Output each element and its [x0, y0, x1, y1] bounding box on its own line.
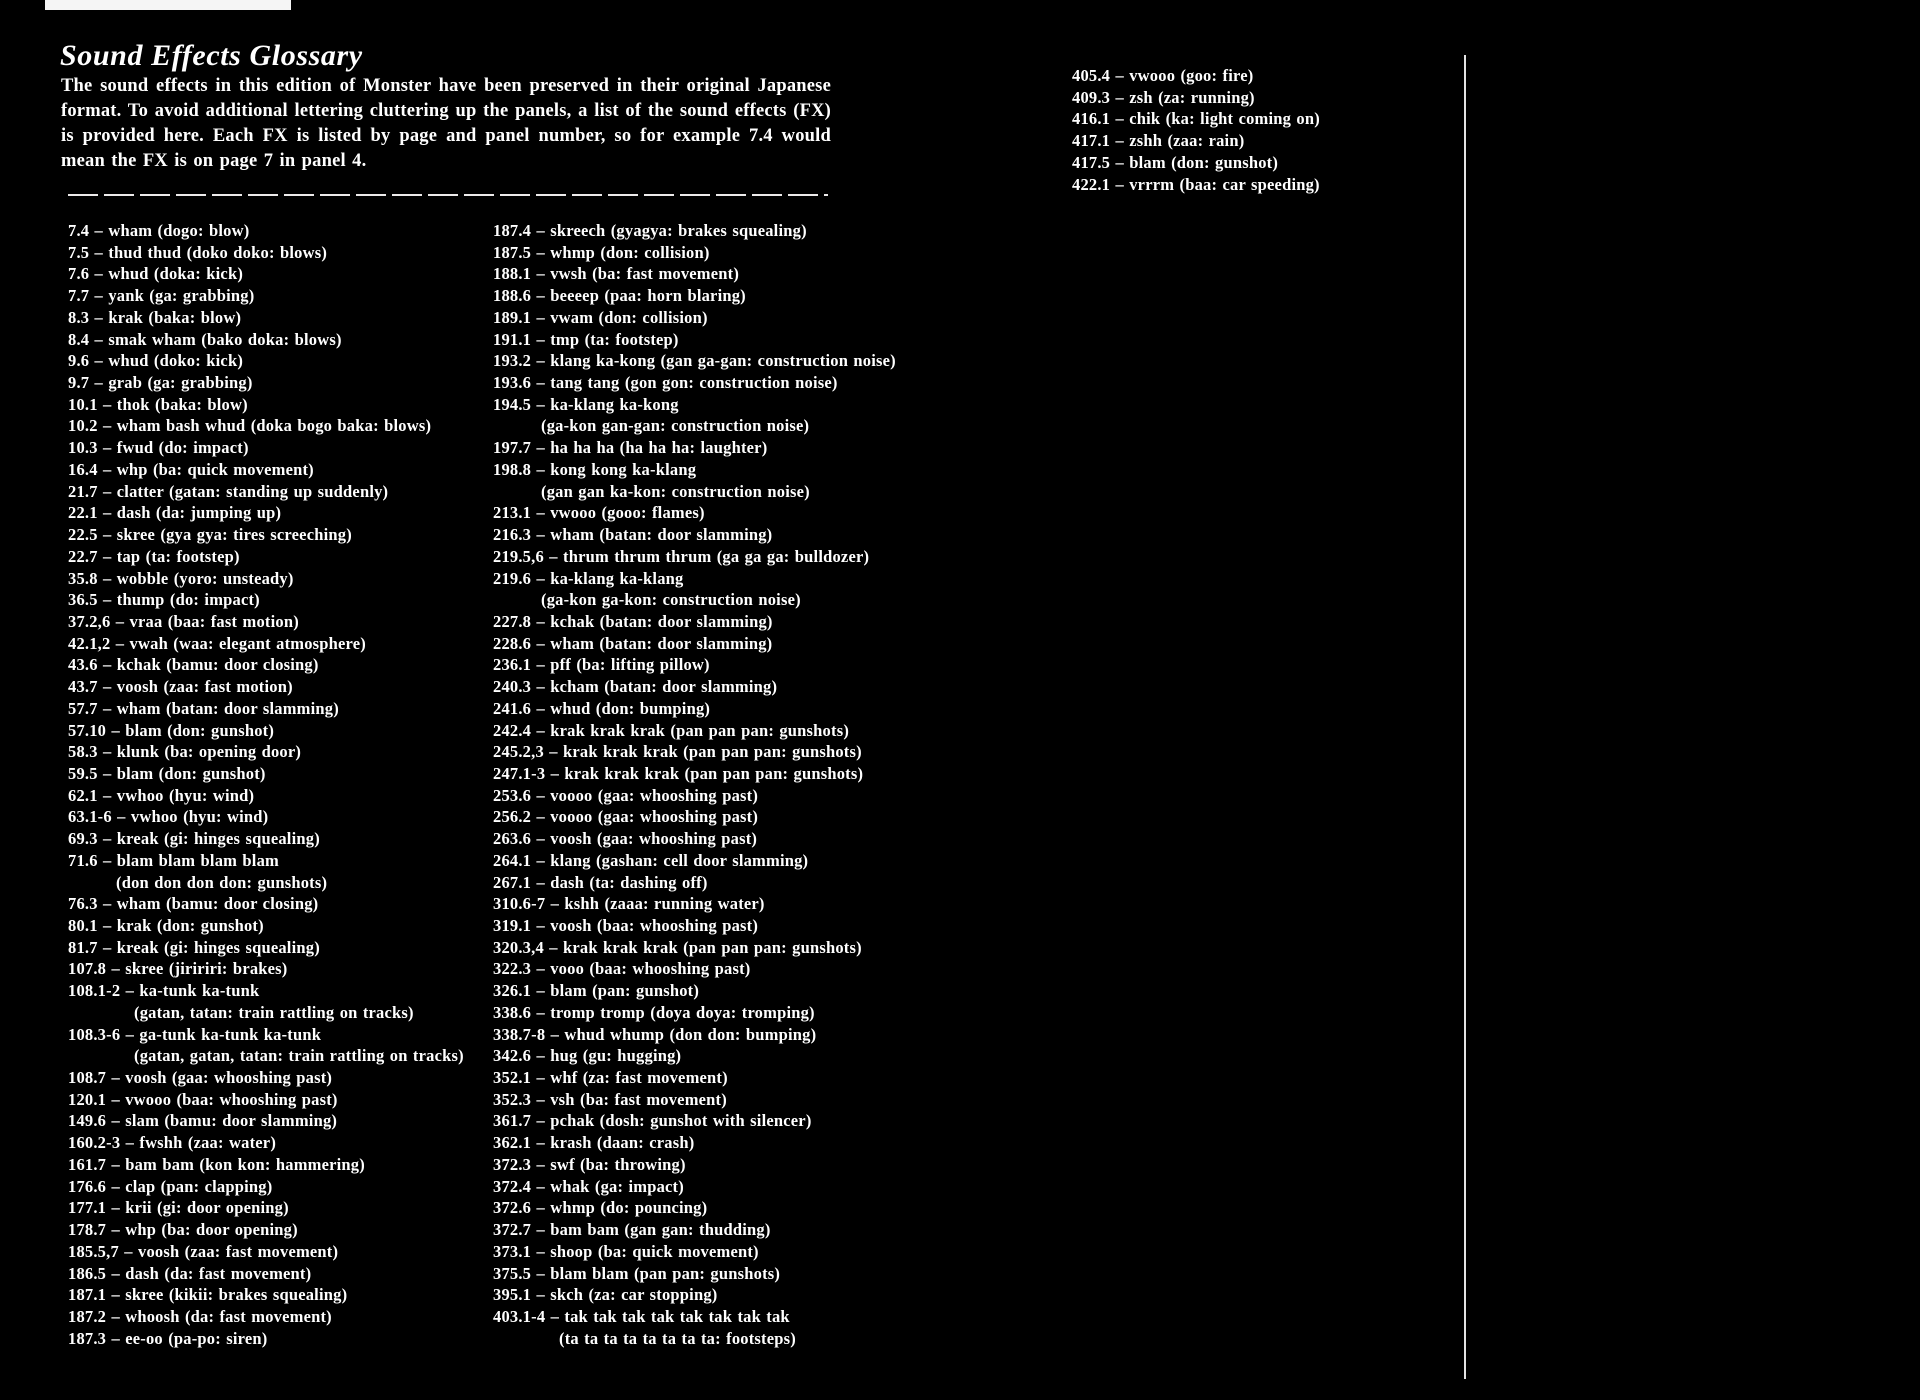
fx-entry: 58.3 – klunk (ba: opening door)	[68, 742, 302, 762]
fx-entry: 245.2,3 – krak krak krak (pan pan pan: gunshots)	[493, 742, 862, 762]
fx-entry: 219.6 – ka-klang ka-klang	[493, 568, 684, 588]
fx-entry: 178.7 – whp (ba: door opening)	[68, 1220, 298, 1240]
fx-entry: 160.2-3 – fwshh (zaa: water)	[68, 1133, 277, 1153]
fx-entry: 10.2 – wham bash whud (doka bogo baka: blows)	[68, 416, 432, 436]
fx-entry: (don don don don: gunshots)	[116, 872, 328, 892]
fx-entry: 322.3 – vooo (baa: whooshing past)	[493, 959, 751, 979]
fx-list-left-column	[68, 220, 464, 1349]
fx-entry: 80.1 – krak (don: gunshot)	[68, 916, 264, 935]
fx-entry: 213.1 – vwooo (gooo: flames)	[493, 503, 705, 523]
fx-entry: 241.6 – whud (don: bumping)	[493, 698, 711, 718]
fx-entry: 8.3 – krak (baka: blow)	[68, 307, 242, 327]
fx-entry: 372.7 – bam bam (gan gan: thudding)	[493, 1220, 771, 1240]
fx-entry: 177.1 – krii (gi: door opening)	[68, 1198, 289, 1218]
fx-entry: 216.3 – wham (batan: door slamming)	[493, 525, 773, 545]
fx-entry: 57.7 – wham (batan: door slamming)	[68, 698, 339, 718]
fx-entry: 81.7 – kreak (gi: hinges squealing)	[68, 937, 320, 957]
fx-entry: 395.1 – skch (za: car stopping)	[493, 1285, 718, 1305]
fx-entry: 108.1-2 – ka-tunk ka-tunk	[68, 981, 260, 1001]
fx-entry: 227.8 – kchak (batan: door slamming)	[493, 611, 773, 631]
fx-entry: (ta ta ta ta ta ta ta ta: footsteps)	[559, 1328, 796, 1348]
fx-entry: 409.3 – zsh (za: running)	[1072, 87, 1255, 107]
fx-entry: 375.5 – blam blam (pan pan: gunshots)	[493, 1263, 781, 1283]
fx-entry: 161.7 – bam bam (kon kon: hammering)	[68, 1154, 365, 1174]
fx-entry: 149.6 – slam (bamu: door slamming)	[68, 1111, 338, 1131]
fx-entry: 36.5 – thump (do: impact)	[68, 590, 260, 610]
fx-list-middle-column	[493, 220, 896, 1349]
fx-entry: 191.1 – tmp (ta: footstep)	[493, 329, 679, 349]
fx-entry: 188.1 – vwsh (ba: fast movement)	[493, 264, 740, 284]
fx-entry: 338.7-8 – whud whump (don don: bumping)	[493, 1024, 817, 1044]
fx-entry: 263.6 – voosh (gaa: whooshing past)	[493, 829, 758, 849]
fx-entry: 417.1 – zshh (zaa: rain)	[1072, 131, 1245, 151]
fx-entry: 352.3 – vsh (ba: fast movement)	[493, 1089, 727, 1109]
fx-entry: 197.7 – ha ha ha (ha ha ha: laughter)	[493, 438, 768, 458]
fx-entry: 185.5,7 – voosh (zaa: fast movement)	[68, 1241, 339, 1261]
fx-entry: 120.1 – vwooo (baa: whooshing past)	[68, 1089, 338, 1109]
fx-entry: 242.4 – krak krak krak (pan pan pan: gunshots)	[493, 720, 850, 740]
fx-entry: 193.2 – klang ka-kong (gan ga-gan: construction noise)	[493, 351, 896, 371]
fx-entry: 22.7 – tap (ta: footstep)	[68, 546, 240, 566]
fx-entry: 62.1 – vwhoo (hyu: wind)	[68, 785, 255, 805]
fx-entry: 10.1 – thok (baka: blow)	[68, 394, 248, 414]
separator-rule	[68, 194, 828, 196]
fx-entry: (gatan, gatan, tatan: train rattling on tracks)	[134, 1046, 464, 1066]
fx-entry: 69.3 – kreak (gi: hinges squealing)	[68, 829, 320, 849]
fx-entry: 187.3 – ee-oo (pa-po: siren)	[68, 1328, 268, 1348]
fx-entry: 71.6 – blam blam blam blam	[68, 850, 279, 870]
fx-entry: 187.4 – skreech (gyagya: brakes squealing)	[493, 221, 807, 240]
fx-entry: 43.7 – voosh (zaa: fast motion)	[68, 677, 293, 697]
fx-entry: 16.4 – whp (ba: quick movement)	[68, 459, 314, 479]
fx-entry: 176.6 – clap (pan: clapping)	[68, 1176, 273, 1196]
fx-entry: 319.1 – voosh (baa: whooshing past)	[493, 916, 759, 935]
fx-entry: 8.4 – smak wham (bako doka: blows)	[68, 329, 342, 349]
fx-entry: 42.1,2 – vwah (waa: elegant atmosphere)	[68, 633, 367, 653]
fx-entry: (ga-kon gan-gan: construction noise)	[541, 416, 810, 436]
fx-entry: 219.5,6 – thrum thrum thrum (ga ga ga: bulldozer)	[493, 546, 870, 566]
fx-entry: 76.3 – wham (bamu: door closing)	[68, 894, 319, 914]
fx-entry: 189.1 – vwam (don: collision)	[493, 307, 708, 327]
fx-entry: (gatan, tatan: train rattling on tracks)	[134, 1002, 414, 1022]
fx-entry: 198.8 – kong kong ka-klang	[493, 459, 697, 479]
fx-entry: 422.1 – vrrrm (baa: car speeding)	[1072, 174, 1320, 194]
fx-entry: 35.8 – wobble (yoro: unsteady)	[68, 568, 294, 588]
fx-entry: 372.3 – swf (ba: throwing)	[493, 1154, 686, 1174]
fx-entry: 264.1 – klang (gashan: cell door slamming)	[493, 850, 809, 870]
fx-entry: 352.1 – whf (za: fast movement)	[493, 1068, 728, 1088]
fx-entry: 256.2 – voooo (gaa: whooshing past)	[493, 807, 759, 827]
fx-entry: 372.4 – whak (ga: impact)	[493, 1176, 684, 1196]
fx-entry: 187.2 – whoosh (da: fast movement)	[68, 1306, 332, 1326]
fx-entry: 228.6 – wham (batan: door slamming)	[493, 633, 773, 653]
fx-entry: 403.1-4 – tak tak tak tak tak tak tak tak	[493, 1306, 790, 1326]
fx-list-top-right	[1072, 65, 1320, 195]
fx-entry: 405.4 – vwooo (goo: fire)	[1072, 66, 1254, 85]
fx-entry: 187.1 – skree (kikii: brakes squealing)	[68, 1285, 348, 1305]
fx-entry: 372.6 – whmp (do: pouncing)	[493, 1198, 708, 1218]
fx-entry: 310.6-7 – kshh (zaaa: running water)	[493, 894, 765, 914]
fx-entry: 417.5 – blam (don: gunshot)	[1072, 152, 1279, 172]
fx-entry: 108.7 – voosh (gaa: whooshing past)	[68, 1068, 333, 1088]
page-scan-edge-artifact	[45, 0, 291, 10]
fx-entry: 194.5 – ka-klang ka-kong	[493, 394, 679, 414]
page-title: Sound Effects Glossary	[60, 39, 363, 72]
fx-entry: 326.1 – blam (pan: gunshot)	[493, 981, 700, 1001]
fx-entry: 253.6 – voooo (gaa: whooshing past)	[493, 785, 759, 805]
fx-entry: (ga-kon ga-kon: construction noise)	[541, 590, 801, 610]
fx-entry: 10.3 – fwud (do: impact)	[68, 438, 249, 458]
fx-entry: 362.1 – krash (daan: crash)	[493, 1133, 695, 1153]
fx-entry: 338.6 – tromp tromp (doya doya: tromping)	[493, 1002, 815, 1022]
fx-entry: 63.1-6 – vwhoo (hyu: wind)	[68, 807, 269, 827]
fx-entry: 9.6 – whud (doko: kick)	[68, 351, 244, 371]
fx-entry: 57.10 – blam (don: gunshot)	[68, 720, 275, 740]
fx-entry: 240.3 – kcham (batan: door slamming)	[493, 677, 778, 697]
fx-entry: 21.7 – clatter (gatan: standing up suddenly)	[68, 481, 389, 501]
fx-entry: 108.3-6 – ga-tunk ka-tunk ka-tunk	[68, 1024, 322, 1044]
fx-entry: 236.1 – pff (ba: lifting pillow)	[493, 655, 710, 675]
fx-entry: 59.5 – blam (don: gunshot)	[68, 763, 266, 783]
fx-entry: 7.6 – whud (doka: kick)	[68, 264, 244, 284]
fx-entry: 7.5 – thud thud (doko doko: blows)	[68, 242, 328, 262]
fx-entry: 7.4 – wham (dogo: blow)	[68, 221, 250, 240]
fx-entry: 22.5 – skree (gya gya: tires screeching)	[68, 525, 352, 545]
fx-entry: 37.2,6 – vraa (baa: fast motion)	[68, 611, 299, 631]
fx-entry: 107.8 – skree (jiririri: brakes)	[68, 959, 288, 979]
fx-entry: 7.7 – yank (ga: grabbing)	[68, 286, 255, 306]
fx-entry: (gan gan ka-kon: construction noise)	[541, 481, 810, 501]
fx-entry: 361.7 – pchak (dosh: gunshot with silencer)	[493, 1111, 812, 1131]
fx-entry: 188.6 – beeeep (paa: horn blaring)	[493, 286, 746, 306]
fx-entry: 342.6 – hug (gu: hugging)	[493, 1046, 682, 1066]
fx-entry: 186.5 – dash (da: fast movement)	[68, 1263, 312, 1283]
fx-entry: 193.6 – tang tang (gon gon: construction noise)	[493, 373, 838, 393]
fx-entry: 9.7 – grab (ga: grabbing)	[68, 373, 253, 393]
fx-entry: 187.5 – whmp (don: collision)	[493, 242, 710, 262]
fx-entry: 43.6 – kchak (bamu: door closing)	[68, 655, 319, 675]
fx-entry: 267.1 – dash (ta: dashing off)	[493, 872, 708, 892]
fx-entry: 22.1 – dash (da: jumping up)	[68, 503, 282, 523]
intro-paragraph: The sound effects in this edition of Monster have been preserved in their original Japanese format. To avoid additional lettering cluttering up the panels, a list of the sound effects (FX) is provided here. Each FX is listed by page and panel number, so for example 7.4 would mean the FX is on page 7 in panel 4.	[61, 76, 831, 171]
page-gutter-line	[1464, 55, 1466, 1379]
fx-entry: 247.1-3 – krak krak krak (pan pan pan: gunshots)	[493, 763, 864, 783]
fx-entry: 320.3,4 – krak krak krak (pan pan pan: gunshots)	[493, 937, 862, 957]
fx-entry: 416.1 – chik (ka: light coming on)	[1072, 109, 1320, 129]
fx-entry: 373.1 – shoop (ba: quick movement)	[493, 1241, 759, 1261]
